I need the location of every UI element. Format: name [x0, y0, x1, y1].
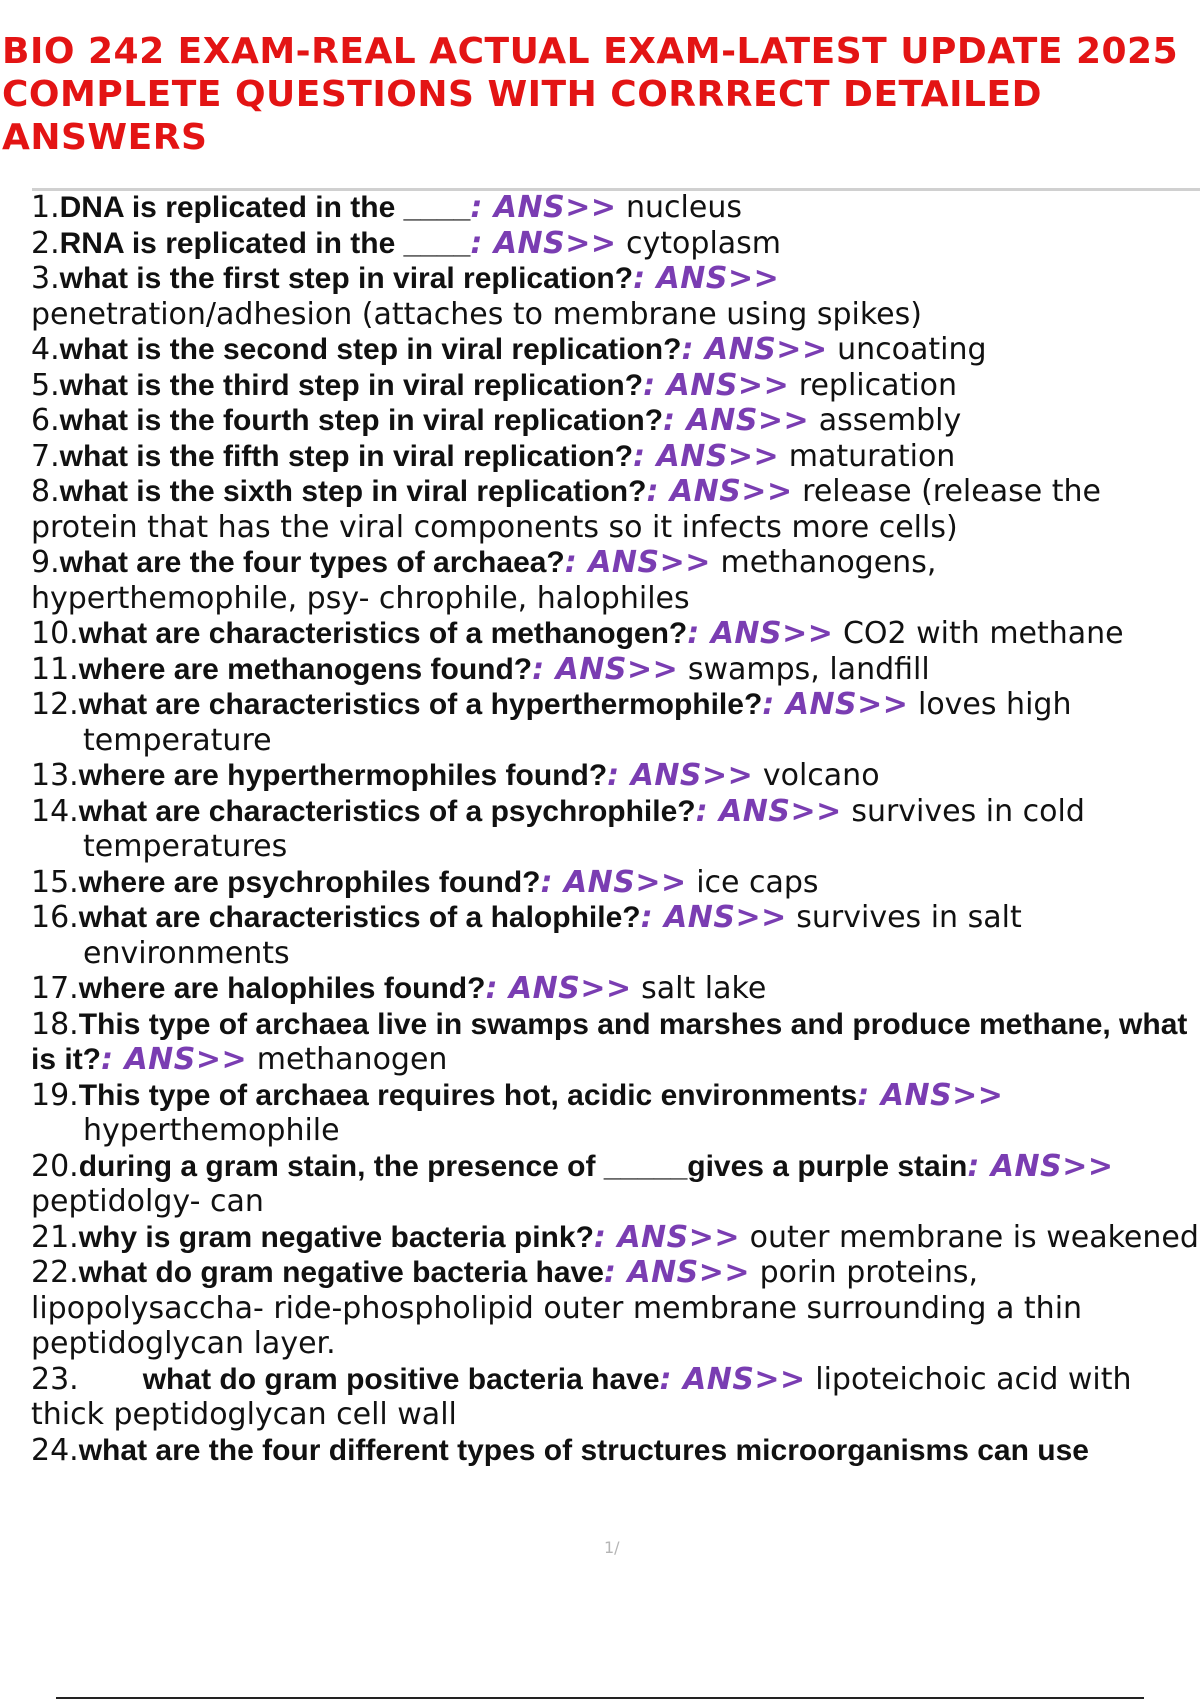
answer-text: cytoplasm: [626, 225, 782, 261]
item-number: 4.: [31, 332, 60, 367]
ans-marker: : ANS>>: [470, 225, 617, 261]
list-item: [31, 1433, 1199, 1469]
list-item: [31, 403, 1199, 439]
question-text: why is gram negative bacteria pink?: [78, 1220, 594, 1254]
ans-marker: : ANS>>: [607, 758, 754, 793]
list-item: [31, 652, 1199, 688]
question-text: during a gram stain, the presence of _____gives a purple stain: [78, 1149, 968, 1183]
question-text: what are characteristics of a methanogen?: [78, 617, 688, 650]
item-number: 22.: [31, 1255, 79, 1290]
ans-marker: : ANS>>: [681, 332, 828, 367]
list-item: [31, 439, 1199, 475]
ans-marker: : ANS>>: [532, 651, 679, 687]
ans-marker: : ANS>>: [659, 1361, 806, 1397]
ans-marker: : ANS>>: [687, 616, 834, 651]
ans-marker: : ANS>>: [640, 900, 787, 935]
question-text: what are characteristics of a halophile?: [78, 901, 641, 934]
ans-marker: : ANS>>: [857, 1077, 1004, 1113]
question-text: what is the sixth step in viral replication?: [59, 475, 647, 508]
item-number: 20.: [31, 1148, 79, 1184]
item-number: 21.: [31, 1219, 79, 1255]
question-text: what are characteristics of a psychrophile?: [78, 794, 696, 828]
question-text: RNA is replicated in the ____: [59, 226, 471, 260]
ans-marker: : ANS>>: [101, 1042, 248, 1077]
qa-list: [31, 190, 1199, 1468]
answer-text: assembly: [818, 403, 962, 438]
ans-marker: : ANS>>: [633, 438, 780, 474]
question-text: This type of archaea requires hot, acidic environments: [78, 1078, 858, 1112]
item-number: 23.: [31, 1361, 79, 1397]
item-number: 8.: [31, 474, 60, 509]
answer-text: volcano: [762, 758, 880, 793]
item-number: 15.: [31, 864, 79, 900]
list-item: [31, 1255, 1199, 1362]
ans-marker: : ANS>>: [695, 793, 842, 829]
item-number: 11.: [31, 651, 79, 687]
question-text: where are psychrophiles found?: [78, 865, 541, 899]
answer-text: lipoteichoic acid with thick peptidoglycan cell wall: [31, 1361, 1132, 1432]
list-item: [31, 1078, 1199, 1149]
ans-marker: : ANS>>: [663, 403, 810, 438]
ans-marker: : ANS>>: [485, 971, 632, 1006]
list-item: [31, 900, 1199, 971]
question-text: what do gram positive bacteria have: [142, 1362, 660, 1396]
document-title: BIO 242 EXAM-REAL ACTUAL EXAM-LATEST UPDATE 2025 COMPLETE QUESTIONS WITH CORRRECT DETAILED ANSWERS: [2, 31, 1179, 158]
answer-text: release (release the protein that has the viral components so it infects more cells): [31, 474, 1101, 545]
list-item: [31, 794, 1199, 865]
ans-marker: : ANS>>: [643, 367, 790, 403]
question-text: what is the first step in viral replication?: [59, 262, 634, 295]
answer-text: nucleus: [626, 190, 742, 225]
ans-marker: : ANS>>: [633, 261, 780, 296]
list-item: [31, 190, 1199, 226]
ans-marker: : ANS>>: [593, 1219, 741, 1255]
item-number: 19.: [31, 1077, 79, 1113]
answer-text: ice caps: [696, 864, 819, 900]
item-number: 2.: [31, 225, 60, 261]
item-number: 7.: [31, 438, 60, 474]
list-item: [31, 971, 1199, 1007]
question-text: DNA is replicated in the ____: [59, 191, 471, 224]
list-item: [31, 368, 1199, 404]
item-number: 16.: [31, 900, 79, 935]
list-item: [31, 545, 1199, 616]
ans-marker: : ANS>>: [967, 1148, 1114, 1184]
answer-text: porin proteins, lipopolysaccha- ride-phospholipid outer membrane surrounding a thin peptidoglycan layer.: [31, 1255, 1083, 1361]
question-text: what are the four types of archaea?: [59, 546, 565, 579]
item-number: 13.: [31, 758, 79, 793]
question-text: where are hyperthermophiles found?: [78, 759, 608, 792]
list-item: [31, 1149, 1199, 1220]
item-number: 14.: [31, 793, 79, 829]
list-item: [31, 616, 1199, 652]
answer-text: survives in cold temperatures: [83, 793, 1085, 864]
answer-text: replication: [798, 367, 957, 403]
answer-text: outer membrane is weakened: [749, 1219, 1199, 1255]
item-number: 10.: [31, 616, 79, 651]
list-item: [31, 687, 1199, 758]
list-item: [31, 261, 1199, 332]
footer-divider: [56, 1697, 1144, 1699]
item-number: 17.: [31, 971, 79, 1006]
item-number: 6.: [31, 403, 60, 438]
list-item: [31, 865, 1199, 901]
ans-marker: : ANS>>: [646, 474, 793, 509]
answer-text: swamps, landfill: [687, 651, 930, 687]
list-item: [31, 1362, 1199, 1433]
answer-text: methanogens, hyperthemophile, psy- chrophile, halophiles: [31, 545, 937, 616]
answer-text: loves high temperature: [83, 687, 1072, 758]
answer-text: uncoating: [837, 332, 987, 367]
ans-marker: : ANS>>: [470, 190, 617, 225]
answer-text: methanogen: [256, 1042, 448, 1077]
list-item: [31, 332, 1199, 368]
item-number: 1.: [31, 190, 60, 225]
list-item: [31, 474, 1199, 545]
list-item: [31, 758, 1199, 794]
question-text: what are characteristics of a hyperthermophile?: [78, 688, 763, 721]
question-text: This type of archaea live in swamps and marshes and produce methane, what is it?: [31, 1007, 1188, 1076]
item-number: 3.: [31, 261, 60, 296]
question-text: where are halophiles found?: [78, 972, 486, 1005]
page-number: 1/: [604, 1538, 620, 1557]
item-number: 18.: [31, 1006, 79, 1042]
answer-text: salt lake: [641, 971, 767, 1006]
ans-marker: : ANS>>: [762, 687, 909, 722]
question-text: what is the fourth step in viral replication?: [59, 404, 664, 437]
item-number: 24.: [31, 1432, 79, 1468]
answer-text: survives in salt environments: [83, 900, 1022, 971]
question-text: what is the third step in viral replication?: [59, 368, 644, 402]
item-number: 9.: [31, 545, 60, 580]
question-text: what do gram negative bacteria have: [78, 1256, 604, 1289]
answer-text: maturation: [788, 438, 956, 474]
list-item: [31, 1007, 1199, 1078]
question-text: what is the second step in viral replication?: [59, 333, 682, 366]
question-text: where are methanogens found?: [78, 652, 533, 686]
item-number: 12.: [31, 687, 79, 722]
list-item: [31, 226, 1199, 262]
question-text: what are the four different types of structures microorganisms can use: [78, 1433, 1089, 1467]
answer-text: peptidolgy- can: [31, 1184, 264, 1219]
answer-text: penetration/adhesion (attaches to membrane using spikes): [31, 296, 922, 332]
answer-text: hyperthemophile: [83, 1113, 340, 1148]
item-number: 5.: [31, 367, 60, 403]
ans-marker: : ANS>>: [540, 864, 687, 900]
answer-text: CO2 with methane: [842, 616, 1124, 651]
question-text: what is the fifth step in viral replication?: [59, 439, 634, 473]
list-item: [31, 1220, 1199, 1256]
ans-marker: : ANS>>: [603, 1255, 751, 1290]
ans-marker: : ANS>>: [564, 545, 711, 580]
